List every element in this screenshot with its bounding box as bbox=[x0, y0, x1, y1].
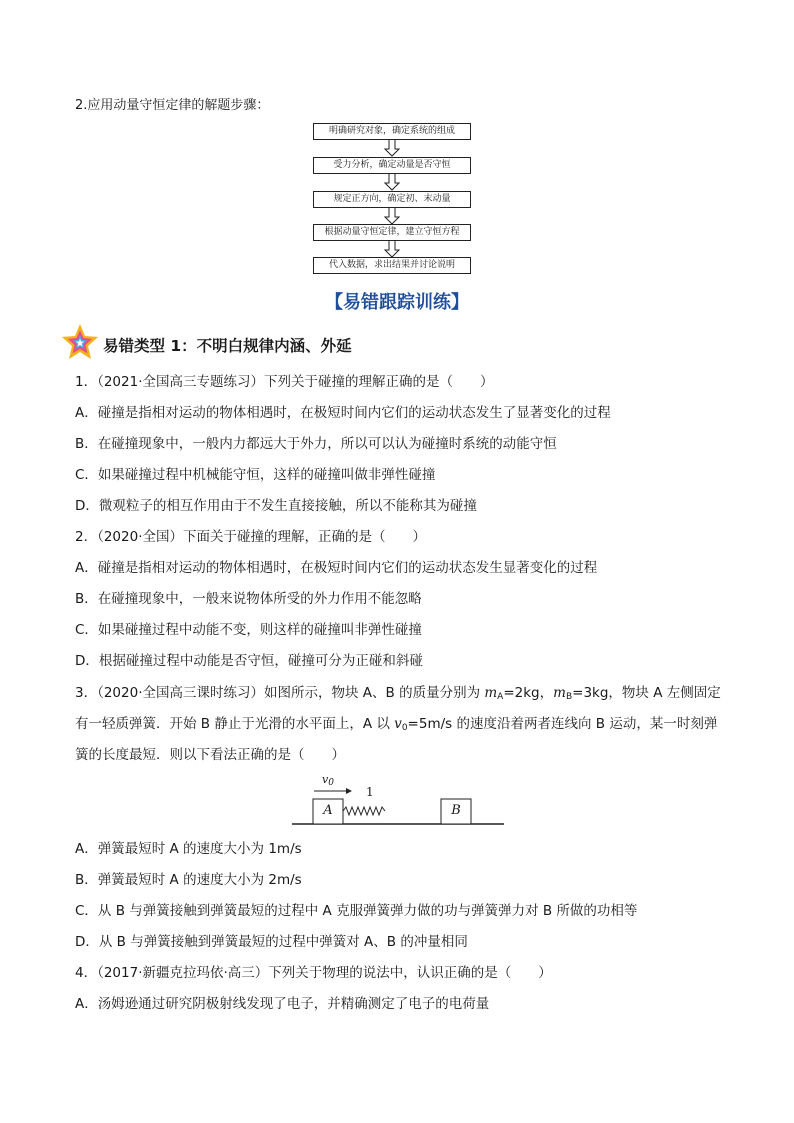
q2-option-d: D．根据碰撞过程中动能是否守恒，碰撞可分为正碰和斜碰 bbox=[75, 653, 423, 669]
block-a-label: A bbox=[323, 803, 333, 818]
q3-option-c: C．从 B 与弹簧接触到弹簧最短的过程中 A 克服弹簧弹力做的功与弹簧弹力对 B 所做的功相等 bbox=[75, 903, 638, 919]
velocity-label-sub: 0 bbox=[328, 778, 334, 788]
steps-title: 2.应用动量守恒定律的解题步骤： bbox=[75, 98, 270, 113]
spring-label: 1 bbox=[366, 785, 374, 799]
q3-stem-text: 3．（2020·全国高三课时练习）如图所示，物块 A、B 的质量分别为 bbox=[75, 685, 485, 701]
question-2-stem: 2．（2020·全国）下面关于碰撞的理解，正确的是（ ） bbox=[75, 529, 426, 545]
question-3-stem-line2 bbox=[75, 714, 717, 738]
block-b-label: B bbox=[451, 803, 461, 818]
question-3-stem-line3: 簧的长度最短．则以下看法正确的是（ ） bbox=[75, 747, 345, 763]
star-icon bbox=[60, 322, 100, 362]
velocity-arrowhead bbox=[346, 788, 352, 794]
question-4-stem: 4．（2017·新疆克拉玛依·高三）下列关于物理的说法中，认识正确的是（ ） bbox=[75, 965, 552, 981]
flow-step-5: 代入数据，求出结果并讨论说明 bbox=[313, 257, 471, 274]
velocity-label bbox=[322, 773, 334, 788]
q2-option-c: C．如果碰撞过程中动能不变，则这样的碰撞叫非弹性碰撞 bbox=[75, 622, 422, 638]
question-1-stem: 1．（2021·全国高三专题练习）下列关于碰撞的理解正确的是（ ） bbox=[75, 374, 494, 390]
q3-option-a: A．弹簧最短时 A 的速度大小为 1m/s bbox=[75, 841, 302, 857]
error-type-title: 易错类型 1：不明白规律内涵、外延 bbox=[103, 337, 352, 355]
velocity-symbol: v bbox=[394, 716, 402, 732]
q3-stem-text: 有一轻质弹簧．开始 B 静止于光滑的水平面上，A 以 bbox=[75, 716, 395, 732]
q2-option-b: B．在碰撞现象中，一般来说物体所受的外力作用不能忽略 bbox=[75, 591, 422, 607]
q1-option-c: C．如果碰撞过程中机械能守恒，这样的碰撞叫做非弹性碰撞 bbox=[75, 467, 436, 483]
down-arrow-icon bbox=[384, 241, 400, 258]
flow-step-3: 规定正方向，确定初、末动量 bbox=[313, 191, 471, 208]
section-heading: 【易错跟踪训练】 bbox=[325, 292, 469, 313]
mass-a-subscript: A bbox=[497, 692, 504, 702]
question-3-stem-line1 bbox=[75, 683, 721, 707]
q3-option-d: D．从 B 与弹簧接触到弹簧最短的过程中弹簧对 A、B 的冲量相同 bbox=[75, 934, 468, 950]
flow-step-4: 根据动量守恒定律，建立守恒方程 bbox=[313, 224, 471, 241]
q3-option-b: B．弹簧最短时 A 的速度大小为 2m/s bbox=[75, 872, 302, 888]
q1-option-b: B．在碰撞现象中，一般内力都远大于外力，所以可以认为碰撞时系统的动能守恒 bbox=[75, 436, 557, 452]
q2-option-a: A．碰撞是指相对运动的物体相遇时，在极短时间内它们的运动状态发生显著变化的过程 bbox=[75, 560, 598, 576]
down-arrow-icon bbox=[384, 208, 400, 225]
flow-step-2: 受力分析，确定动量是否守恒 bbox=[313, 157, 471, 174]
q1-option-d: D．微观粒子的相互作用由于不发生直接接触，所以不能称其为碰撞 bbox=[75, 498, 477, 514]
mass-b-subscript: B bbox=[565, 692, 573, 702]
mass-b-value: =3kg，物块 A 左侧固定 bbox=[572, 685, 721, 701]
q4-option-a: A．汤姆逊通过研究阴极射线发现了电子，并精确测定了电子的电荷量 bbox=[75, 996, 490, 1012]
flow-step-1: 明确研究对象，确定系统的组成 bbox=[313, 123, 471, 140]
spring bbox=[343, 807, 385, 815]
q3-figure bbox=[290, 773, 510, 831]
down-arrow-icon bbox=[384, 174, 400, 191]
velocity-label-v: v bbox=[322, 773, 329, 786]
q3-stem-text: =5m/s 的速度沿着两者连线向 B 运动，某一时刻弹 bbox=[407, 716, 718, 732]
velocity-subscript: 0 bbox=[401, 723, 408, 733]
mass-a-value: =2kg， bbox=[503, 685, 554, 701]
down-arrow-icon bbox=[384, 140, 400, 157]
mass-a-symbol: m bbox=[484, 685, 498, 701]
q1-option-a: A．碰撞是指相对运动的物体相遇时，在极短时间内它们的运动状态发生了显著变化的过程 bbox=[75, 405, 611, 421]
mass-b-symbol: m bbox=[553, 685, 566, 701]
